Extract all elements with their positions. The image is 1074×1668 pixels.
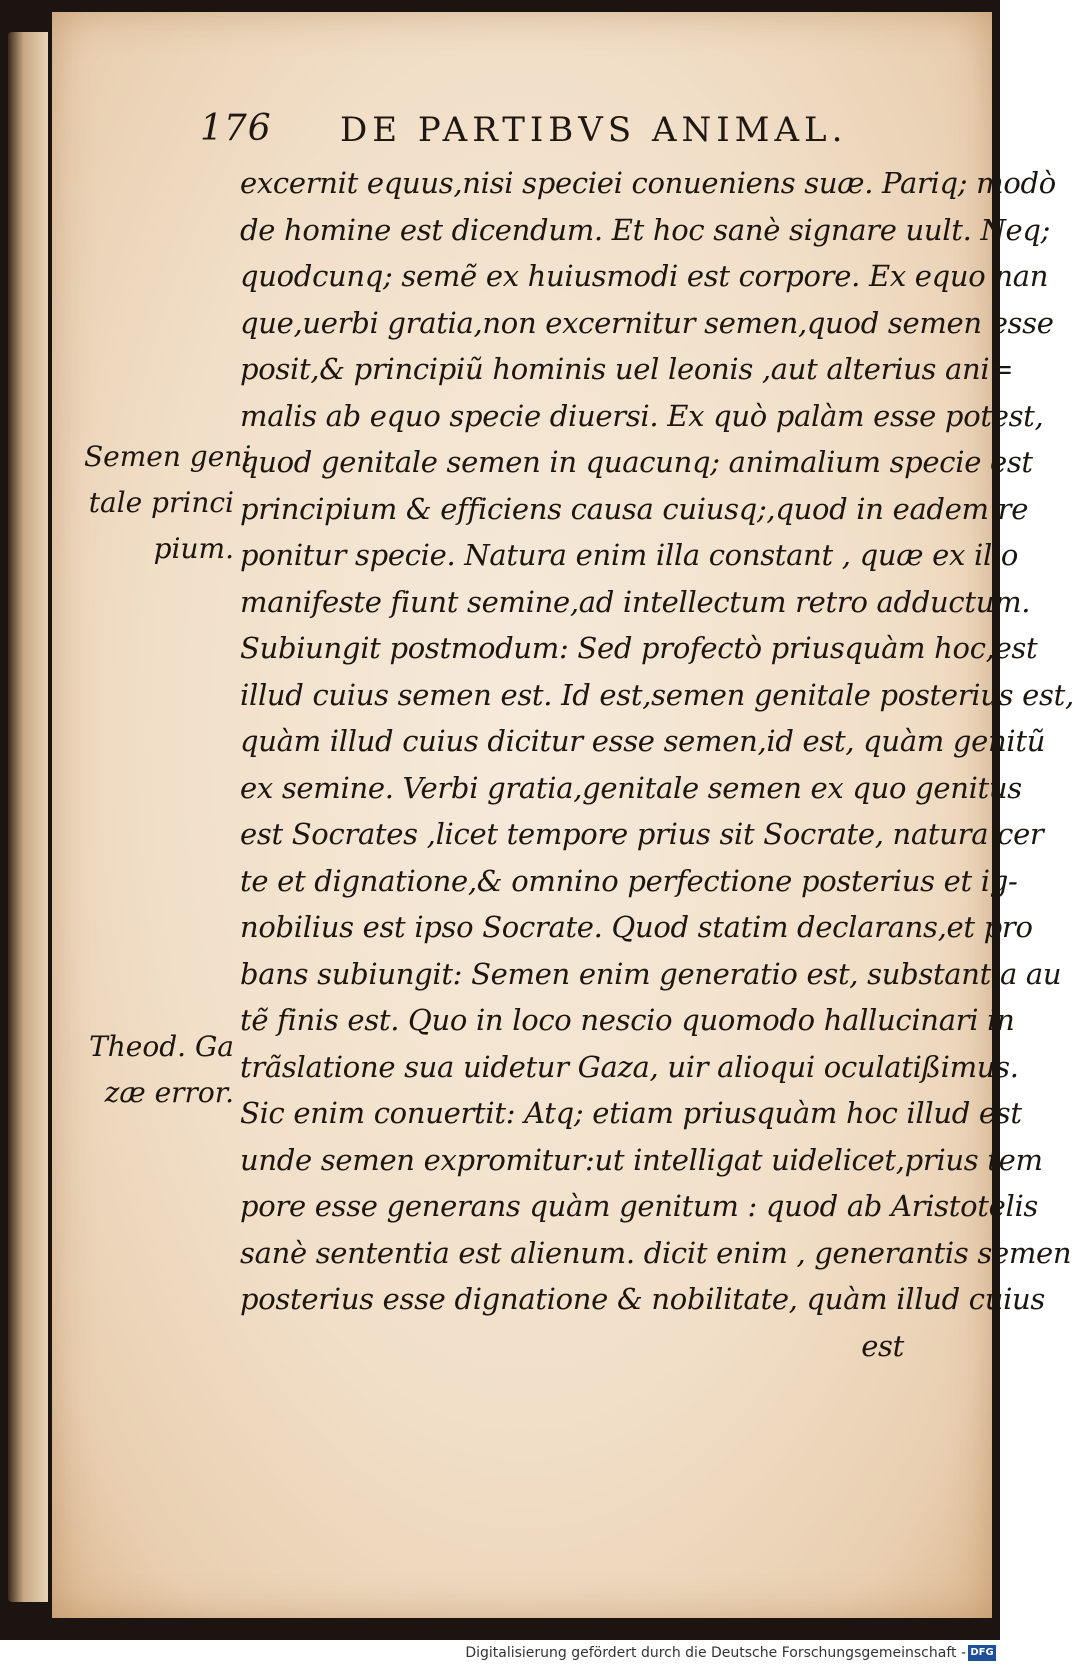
text-line: trãslatione sua uidetur Gaza, uir alioqui oculatißimus. bbox=[240, 1049, 1019, 1084]
text-line: quod genitale semen in quacunq; animalium specie est bbox=[240, 445, 1033, 479]
catchword: est bbox=[861, 1328, 904, 1363]
text-line: excernit equus,nisi speciei conueniens suæ. Pariq; modò bbox=[240, 166, 1056, 200]
text-line: est Socrates ,licet tempore prius sit Socrate, natura cer bbox=[240, 817, 1044, 851]
dfg-logo-icon: DFG bbox=[968, 1645, 996, 1661]
body-text bbox=[240, 160, 1074, 1369]
margin-note-line: zæ error. bbox=[104, 1076, 234, 1109]
text-line: posit,& principiũ hominis uel leonis ,aut alterius ani= bbox=[240, 352, 1014, 386]
margin-note-gaza bbox=[84, 1024, 234, 1116]
margin-note-semen bbox=[84, 434, 252, 572]
text-line: tẽ finis est. Quo in loco nescio quomodo hallucinari in bbox=[240, 1003, 1015, 1037]
text-line: illud cuius semen est. Id est,semen genitale posterius est, bbox=[240, 677, 1074, 712]
book-page-edge bbox=[8, 32, 48, 1602]
margin-note-line: Semen geni bbox=[84, 440, 252, 473]
text-line: te et dignatione,& omnino perfectione posterius et ig- bbox=[240, 863, 1018, 898]
text-line: quàm illud cuius dicitur esse semen,id est, quàm genitũ bbox=[240, 724, 1046, 758]
footer-credit: Digitalisierung gefördert durch die Deutsche Forschungsgemeinschaft - bbox=[465, 1645, 966, 1661]
page-number: 176 bbox=[200, 108, 272, 149]
text-line: malis ab equo specie diuersi. Ex quò palàm esse potest, bbox=[240, 398, 1044, 433]
text-line: unde semen expromitur:ut intelligat uidelicet,prius tem bbox=[240, 1142, 1043, 1177]
running-title: DE PARTIBVS ANIMAL. bbox=[340, 110, 848, 150]
margin-note-line: Theod. Ga bbox=[89, 1030, 234, 1063]
text-line: Subiungit postmodum: Sed profectò priusquàm hoc,est bbox=[240, 631, 1038, 665]
text-line: que,uerbi gratia,non excernitur semen,quod semen esse bbox=[240, 305, 1054, 340]
text-line: pore esse generans quàm genitum : quod ab Aristotelis bbox=[240, 1189, 1039, 1223]
digitization-footer bbox=[0, 1640, 1000, 1668]
text-line: ex semine. Verbi gratia,genitale semen ex quo genitus bbox=[240, 770, 1022, 805]
text-line: posterius esse dignatione & nobilitate, quàm illud cuius bbox=[240, 1282, 1045, 1316]
text-line: manifeste fiunt semine,ad intellectum retro adductum. bbox=[240, 584, 1031, 619]
margin-note-line: tale princi bbox=[88, 486, 234, 519]
text-line: de homine est dicendum. Et hoc sanè signare uult. Neq; bbox=[240, 212, 1051, 247]
running-head bbox=[200, 108, 920, 158]
text-line: Sic enim conuertit: Atq; etiam priusquàm hoc illud est bbox=[240, 1096, 1022, 1130]
text-line: ponitur specie. Natura enim illa constant , quæ ex illo bbox=[240, 538, 1019, 572]
text-line: bans subiungit: Semen enim generatio est, substantia au bbox=[240, 956, 1062, 991]
text-line: principium & efficiens causa cuiusq;,quod in eadem re bbox=[240, 491, 1029, 526]
text-line: quodcunq; semẽ ex huiusmodi est corpore. Ex equo nan bbox=[240, 259, 1049, 293]
margin-note-line: pium. bbox=[153, 532, 234, 565]
text-line: nobilius est ipso Socrate. Quod statim declarans,et pro bbox=[240, 910, 1033, 944]
text-line: sanè sententia est alienum. dicit enim , generantis semen bbox=[240, 1235, 1072, 1270]
